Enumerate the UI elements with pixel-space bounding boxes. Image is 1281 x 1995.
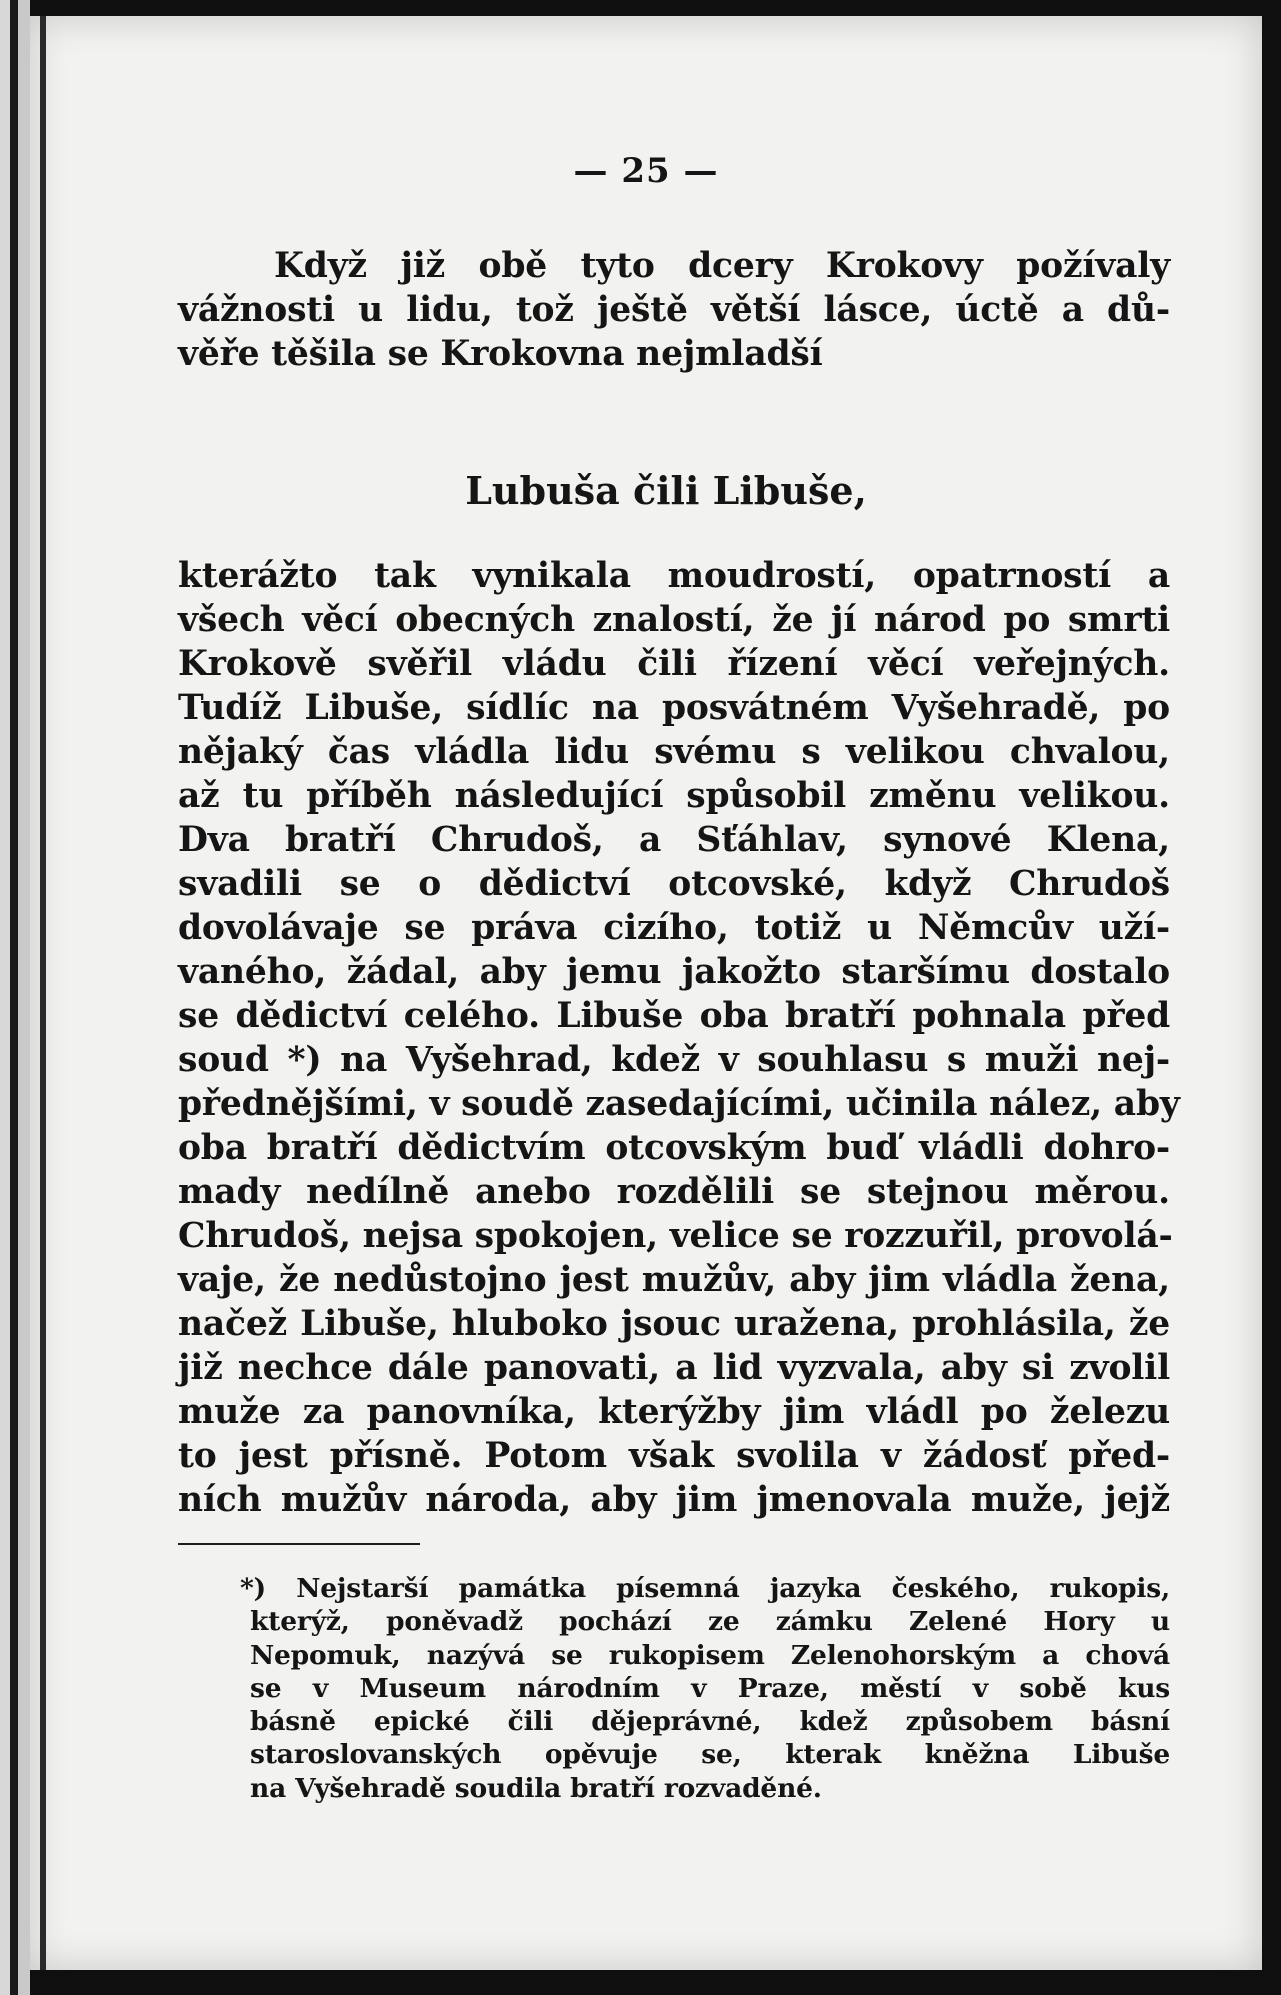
text-line: vaje, že nedůstojno jest mužův, aby jim vládla žena, [178, 1260, 1170, 1300]
footnote-divider [178, 1543, 420, 1545]
text-line: Dva bratří Chrudoš, a Sťáhlav, synové Klena, [178, 820, 1170, 860]
text-line: nějaký čas vládla lidu svému s velikou chvalou, [178, 732, 1170, 772]
text-line: všech věcí obecných znalostí, že jí národ po smrti [178, 600, 1170, 640]
intro-paragraph [178, 244, 1170, 376]
footnote-line: básně epické čili dějeprávné, kdež způsobem básní [250, 1706, 1170, 1738]
text-line: vážnosti u lidu, tož ještě větší lásce, úctě a dů- [178, 290, 1170, 330]
text-line: Když již obě tyto dcery Krokovy požívaly [274, 246, 1170, 286]
page-edge-shadow [40, 16, 46, 1970]
text-line: již nechce dále panovati, a lid vyzvala, aby si zvolil [178, 1348, 1170, 1388]
text-line: až tu příběh následující spůsobil změnu velikou. [178, 776, 1170, 816]
main-paragraph [178, 554, 1180, 1522]
section-heading: Lubuša čili Libuše, [465, 468, 867, 513]
footnote-line: *) Nejstarší památka písemná jazyka českého, rukopis, [240, 1573, 1170, 1604]
text-line: to jest přísně. Potom však svolila v žádosť před- [178, 1436, 1170, 1476]
text-line: se dědictví celého. Libuše oba bratří pohnala před [178, 996, 1170, 1036]
text-line: svadili se o dědictví otcovské, když Chrudoš [178, 864, 1170, 904]
text-line: Chrudoš, nejsa spokojen, velice se rozzuřil, provolá- [178, 1216, 1173, 1256]
text-line: muže za panovníka, kterýžby jim vládl po železu [178, 1392, 1170, 1432]
text-line: soud *) na Vyšehrad, kdež v souhlasu s muži nej- [178, 1040, 1170, 1080]
text-line: mady nedílně anebo rozdělili se stejnou měrou. [178, 1172, 1170, 1212]
footnote-line: se v Museum národním v Praze, městí v sobě kus [250, 1672, 1170, 1704]
text-line: dovolávaje se práva cizího, totiž u Němcův uží- [178, 908, 1170, 948]
text-line: načež Libuše, hluboko jsouc uražena, prohlásila, že [178, 1304, 1170, 1344]
footnote-line: na Vyšehradě soudila bratří rozvaděné. [250, 1772, 822, 1804]
text-line: Tudíž Libuše, sídlíc na posvátném Vyšehradě, po [178, 688, 1170, 728]
text-line: přednějšími, v soudě zasedajícími, učinila nález, aby [178, 1084, 1180, 1124]
text-line: kterážto tak vynikala moudrostí, opatrností a [178, 556, 1170, 596]
text-line: Krokově svěřil vládu čili řízení věcí veřejných. [178, 644, 1170, 684]
page-number: — 25 — [573, 151, 719, 191]
text-line: věře těšila se Krokovna nejmladší [178, 334, 823, 374]
text-line: vaného, žádal, aby jemu jakožto staršímu dostalo [178, 952, 1170, 992]
text-line: ních mužův národa, aby jim jmenovala muže, jejž [178, 1480, 1170, 1520]
book-page [30, 16, 1262, 1970]
footnote-line: staroslovanských opěvuje se, kterak kněžna Libuše [250, 1739, 1170, 1771]
text-line: oba bratří dědictvím otcovským buď vládli dohro- [178, 1128, 1170, 1168]
footnote-line: kterýž, poněvadž pochází ze zámku Zelené Hory u [250, 1606, 1170, 1638]
footnote-line: Nepomuk, nazývá se rukopisem Zelenohorským a chová [250, 1639, 1170, 1671]
footnote [240, 1572, 1170, 1805]
book-spine [0, 0, 30, 1995]
